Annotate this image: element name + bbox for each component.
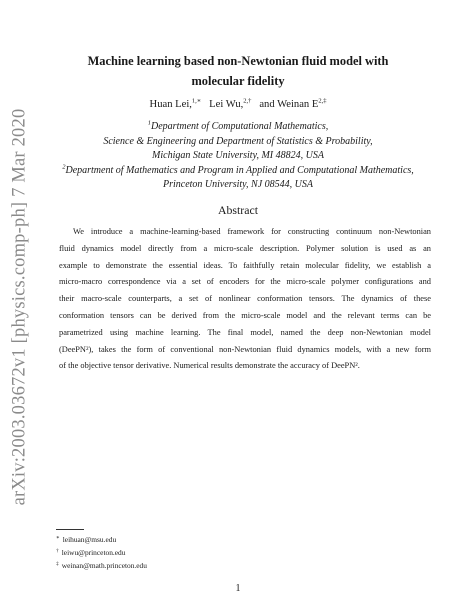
- author-affil-mark: 2,‡: [318, 97, 327, 105]
- abstract-heading: Abstract: [218, 203, 258, 217]
- abstract-line: (DeePN²), takes the form of conventional non-Newtonian fluid dynamics models, with a new form: [59, 344, 431, 354]
- abstract-line: micro-macro correspondence via a set of encoders for the micro-scale polymer configurations and: [59, 277, 431, 287]
- footnote-item: [56, 546, 147, 559]
- affiliation-line: $^1$Department of Computational Mathematics,: [147, 119, 329, 132]
- abstract-line: conformation tensors can be derived from the micro-scale model and the relevant terms can be: [59, 310, 431, 320]
- abstract-line: their macro-scale counterparts, a set of nonlinear conformation tensors. The dynamics of these: [59, 294, 431, 304]
- title-line-2: molecular fidelity: [191, 74, 285, 88]
- arxiv-stamp: [2, 92, 38, 522]
- author-name: Huan Lei,: [149, 99, 192, 110]
- abstract-body: [59, 224, 431, 375]
- footnote-email: leihuan@msu.edu: [62, 535, 117, 544]
- abstract-line: parametrized using machine learning. The final model, named the deep non-Newtonian model: [59, 327, 431, 337]
- footnotes: [56, 533, 147, 572]
- footnote-mark: ∗: [56, 534, 60, 541]
- affiliation-2: [56, 164, 420, 193]
- affiliation-line: $^2$Department of Mathematics and Program in Applied and Computational Mathematics,: [62, 163, 414, 176]
- affiliation-line: Michigan State University, MI 48824, USA: [152, 150, 324, 161]
- title-line-1: Machine learning based non-Newtonian fluid model with: [87, 54, 389, 68]
- abstract-line: fluid dynamics model directly from a micro-scale description. Polymer solution is used as an: [59, 243, 431, 253]
- author-name: Lei Wu,: [209, 99, 244, 110]
- author-list: [56, 99, 420, 110]
- footnote-rule: [56, 529, 84, 530]
- footnote-item: [56, 559, 147, 572]
- page-number: 1: [235, 583, 241, 594]
- affiliation-mark: 1: [147, 119, 152, 127]
- affiliation-line: Princeton University, NJ 08544, USA: [163, 179, 313, 190]
- author-affil-mark: 1,∗: [191, 97, 202, 105]
- paper-title: [56, 51, 420, 91]
- author-affil-mark: 2,†: [243, 97, 252, 105]
- abstract-line: of the objective tensor derivative. Numerical results demonstrate the accuracy of DeePN².: [59, 361, 360, 371]
- footnote-email: weinan@math.princeton.edu: [61, 561, 147, 570]
- footnote-email: leiwu@princeton.edu: [61, 548, 126, 557]
- footnote-mark: ‡: [56, 560, 59, 567]
- author-name: and Weinan E: [259, 99, 319, 110]
- affiliations: [56, 120, 420, 193]
- footnote-mark: †: [56, 547, 59, 554]
- affiliation-line: Science & Engineering and Department of Statistics & Probability,: [103, 135, 373, 147]
- affiliation-1: [56, 120, 420, 164]
- affiliation-mark: 2: [62, 163, 66, 171]
- footnote-item: [56, 533, 147, 546]
- abstract-line: We introduce a machine-learning-based framework for constructing continuum non-Newtonian: [73, 227, 431, 236]
- arxiv-id-text: arXiv:2003.03672v1 [physics.comp-ph] 7 Mar 2020: [9, 108, 30, 506]
- abstract-line: example to demonstrate the essential ideas. To faithfully retain molecular fidelity, we establish a: [59, 260, 431, 270]
